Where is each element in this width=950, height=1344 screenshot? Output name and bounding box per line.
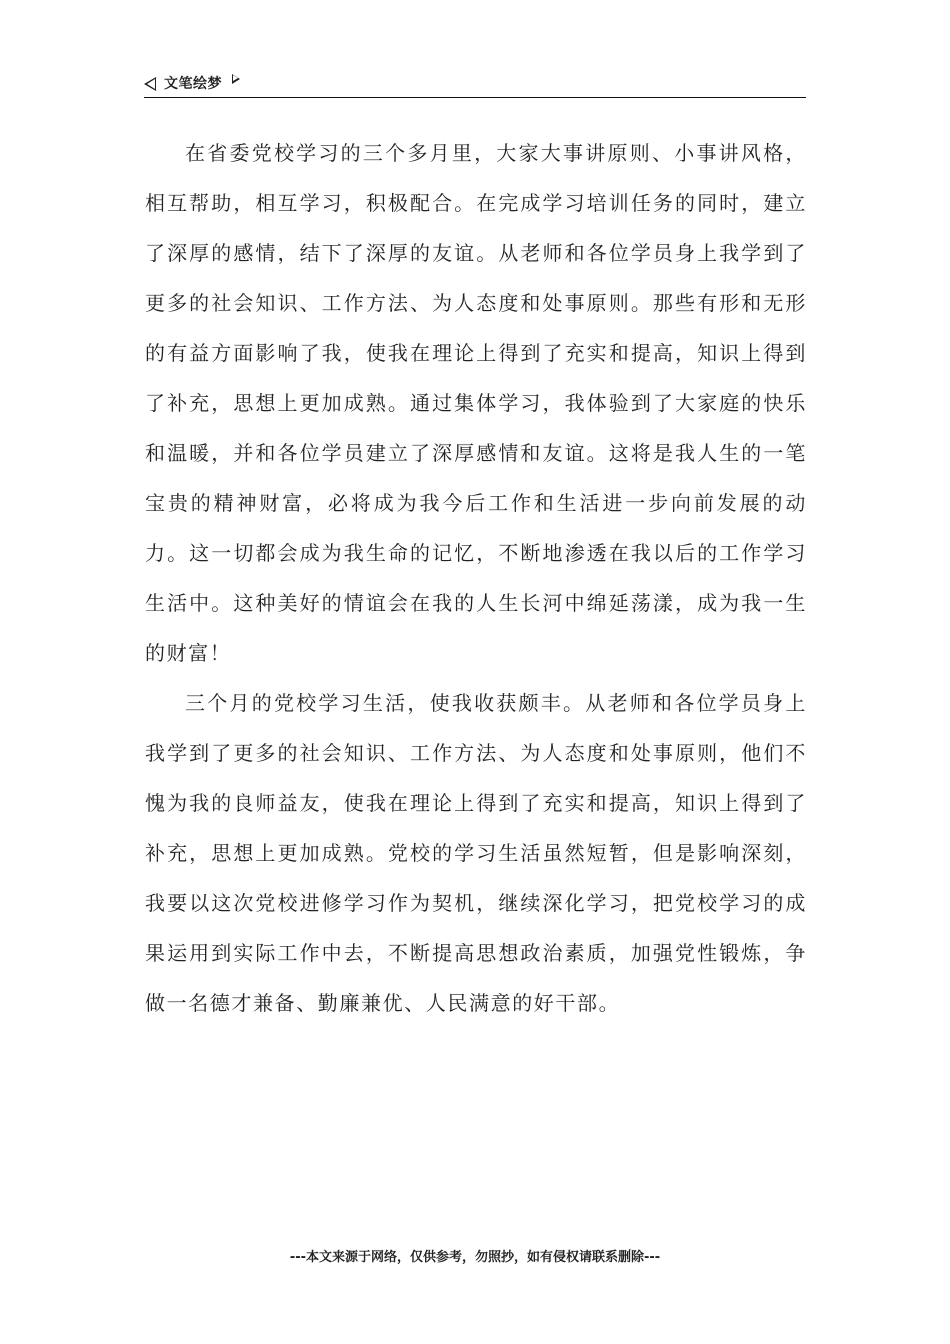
footer-notice: ---本文来源于网络，仅供参考，勿照抄，如有侵权请联系删除---: [289, 1250, 661, 1265]
paragraph-2: 三个月的党校学习生活，使我收获颇丰。从老师和各位学员身上我学到了更多的社会知识、工作方法、为人态度和处事原则，他们不愧为我的良师益友，使我在理论上得到了充实和提高，知识上得到了补充，思想上更加成熟。党校的学习生活虽然短暂，但是影响深刻，我要以这次党校进修学习作为契机，继续深化学习，把党校学习的成果运用到实际工作中去，不断提高思想政治素质，加强党性锻炼，争做一名德才兼备、勤廉兼优、人民满意的好干部。: [145, 691, 807, 1015]
page-header: [144, 70, 806, 98]
triangle-right-icon: [232, 74, 240, 84]
triangle-left-icon: [144, 77, 156, 91]
header-brand: 文笔绘梦: [164, 76, 222, 92]
document-body: [145, 128, 807, 1028]
paragraph-1: 在省委党校学习的三个多月里，大家大事讲原则、小事讲风格，相互帮助，相互学习，积极配合。在完成学习培训任务的同时，建立了深厚的感情，结下了深厚的友谊。从老师和各位学员身上我学到了更多的社会知识、工作方法、为人态度和处事原则。那些有形和无形的有益方面影响了我，使我在理论上得到了充实和提高，知识上得到了补充，思想上更加成熟。通过集体学习，我体验到了大家庭的快乐和温暖，并和各位学员建立了深厚感情和友谊。这将是我人生的一笔宝贵的精神财富，必将成为我今后工作和生活进一步向前发展的动力。这一切都会成为我生命的记忆，不断地渗透在我以后的工作学习生活中。这种美好的情谊会在我的人生长河中绵延荡漾，成为我一生的财富！: [145, 141, 807, 665]
